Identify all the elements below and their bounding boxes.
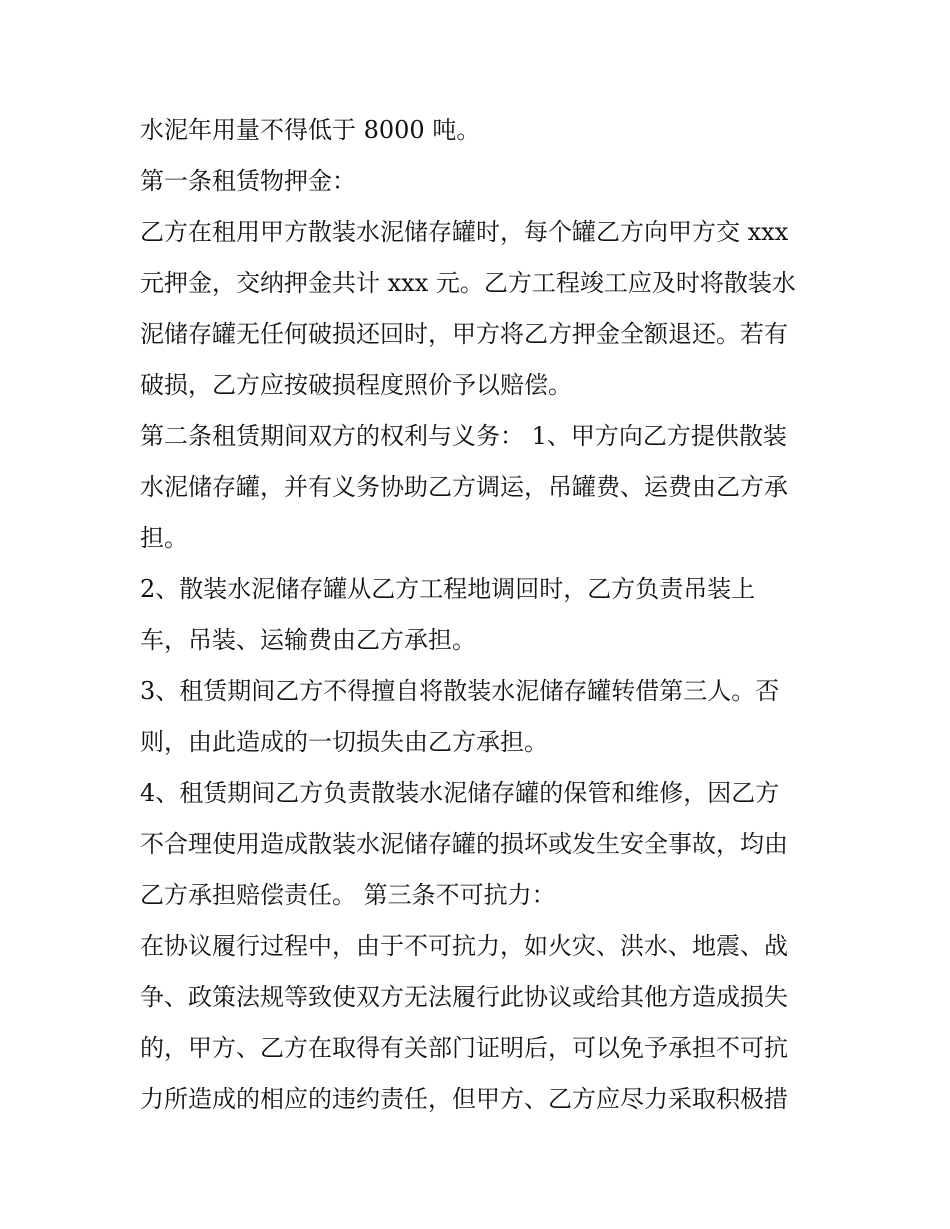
text-line: 力所造成的相应的违约责任，但甲方、乙方应尽力采取积极措 <box>140 1085 788 1113</box>
section-heading-rights: 第二条租赁期间双方的权利与义务： 1、甲方向乙方提供散装 <box>140 422 787 450</box>
text-line: 3、租赁期间乙方不得擅自将散装水泥储存罐转借第三人。否 <box>140 677 780 705</box>
text-line: 车，吊装、运输费由乙方承担。 <box>140 626 476 654</box>
text-line: 在协议履行过程中，由于不可抗力，如火灾、洪水、地震、战 <box>140 932 788 960</box>
section-heading-force-majeure: 乙方承担赔偿责任。 第三条不可抗力： <box>140 881 556 909</box>
text-line: 水泥年用量不得低于 8000 吨。 <box>140 116 481 144</box>
text-line: 的，甲方、乙方在取得有关部门证明后，可以免予承担不可抗 <box>140 1034 788 1062</box>
text-line: 破损，乙方应按破损程度照价予以赔偿。 <box>140 371 572 399</box>
text-line: 4、租赁期间乙方负责散装水泥储存罐的保管和维修，因乙方 <box>140 779 780 807</box>
section-heading-deposit: 第一条租赁物押金： <box>140 167 356 195</box>
text-line: 泥储存罐无任何破损还回时，甲方将乙方押金全额退还。若有 <box>140 320 788 348</box>
text-line: 乙方在租用甲方散装水泥储存罐时，每个罐乙方向甲方交 xxx <box>140 218 789 246</box>
text-line: 不合理使用造成散装水泥储存罐的损坏或发生安全事故，均由 <box>140 830 788 858</box>
text-line: 争、政策法规等致使双方无法履行此协议或给其他方造成损失 <box>140 983 788 1011</box>
text-line: 2、散装水泥储存罐从乙方工程地调回时，乙方负责吊装上 <box>140 575 756 603</box>
text-line: 元押金，交纳押金共计 xxx 元。乙方工程竣工应及时将散装水 <box>140 269 796 297</box>
text-line: 则，由此造成的一切损失由乙方承担。 <box>140 728 548 756</box>
text-line: 水泥储存罐，并有义务协助乙方调运，吊罐费、运费由乙方承 <box>140 473 788 501</box>
text-line: 担。 <box>140 524 188 552</box>
